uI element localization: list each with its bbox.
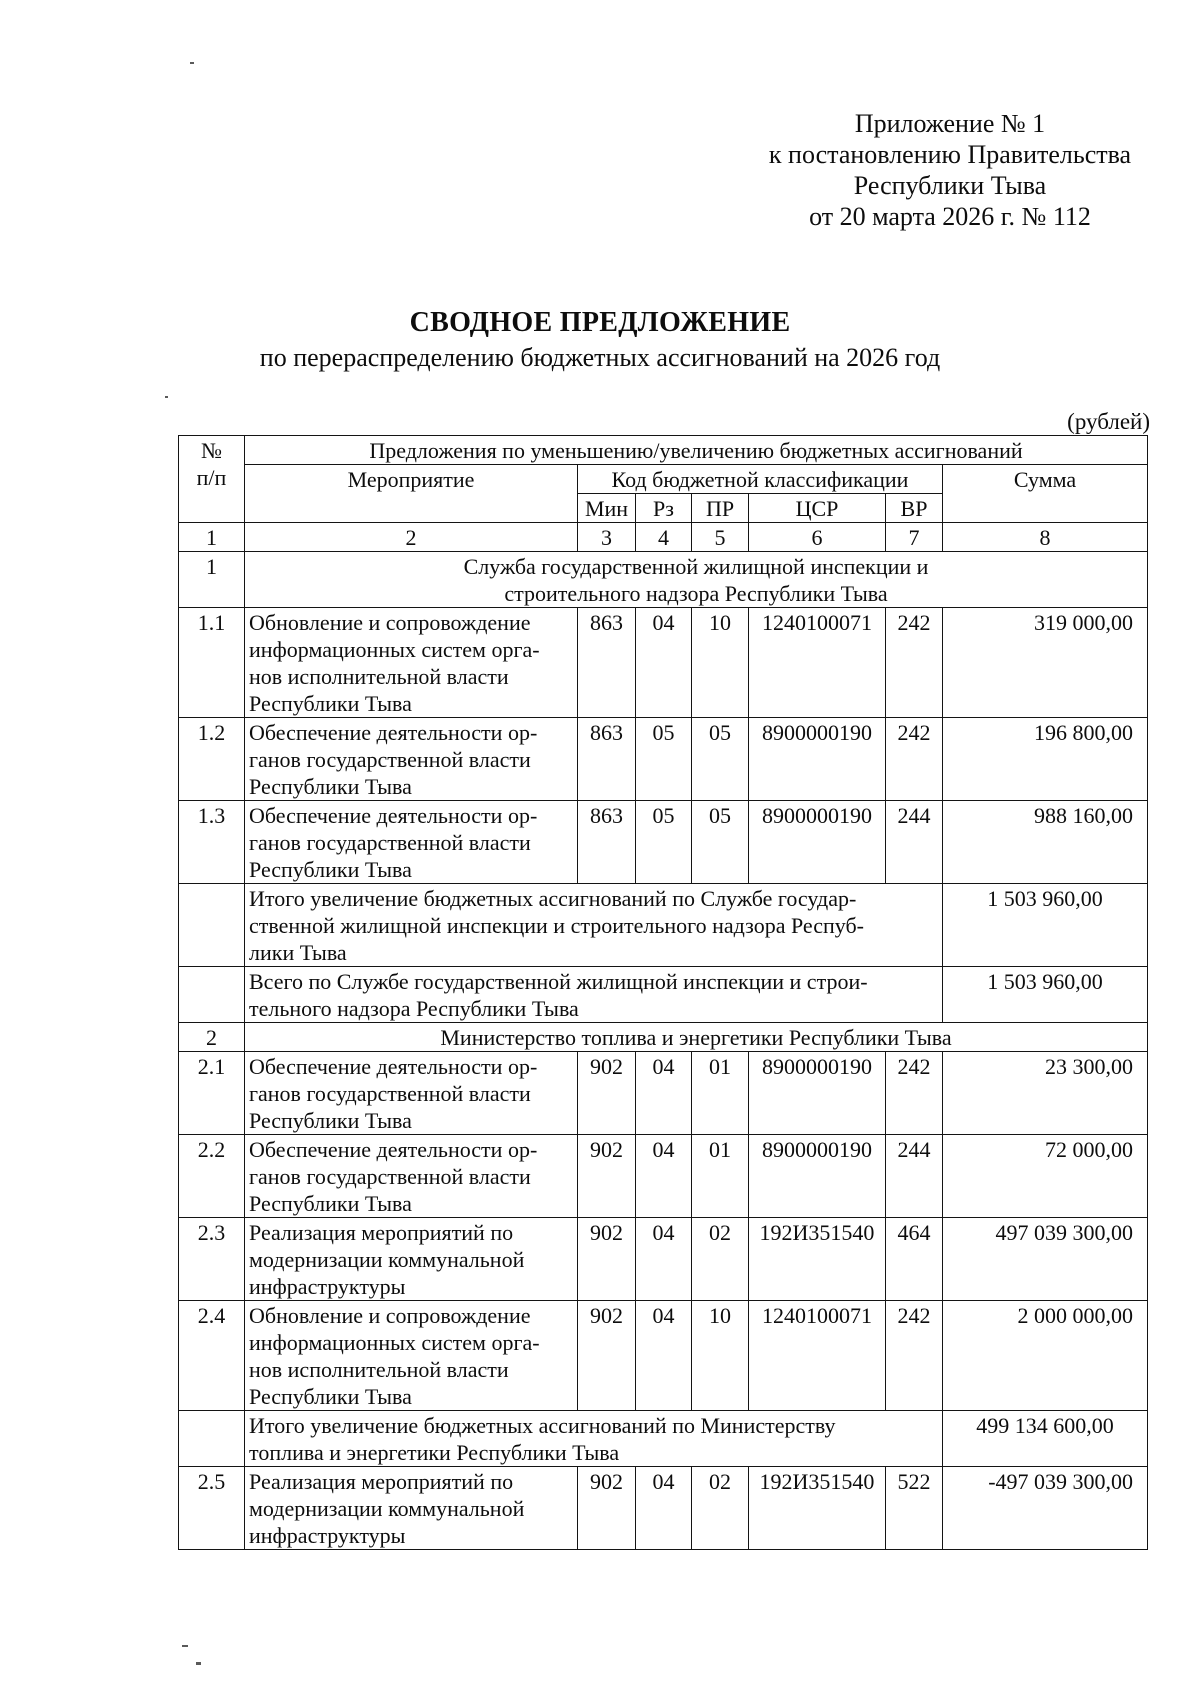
rz-cell: 05 xyxy=(636,718,692,801)
vr-cell: 242 xyxy=(886,608,943,718)
header-pr: ПР xyxy=(692,494,749,523)
appendix-line-1: Приложение № 1 xyxy=(854,109,1046,138)
pr-cell: 02 xyxy=(692,1467,749,1550)
sum-cell: 497 039 300,00 xyxy=(943,1218,1148,1301)
column-number: 1 xyxy=(179,523,245,552)
appendix-line-3: Республики Тыва xyxy=(853,171,1047,200)
scan-speck xyxy=(165,396,168,398)
event-cell: Обновление и сопровождение информационных систем орга- нов исполнительной власти Республики Тыва xyxy=(245,1301,578,1411)
column-number: 3 xyxy=(578,523,636,552)
vr-cell: 244 xyxy=(886,801,943,884)
csr-cell: 1240100071 xyxy=(749,608,886,718)
row-number: 1 xyxy=(179,552,245,608)
budget-table-body xyxy=(179,552,1148,1550)
pr-cell: 05 xyxy=(692,718,749,801)
table-row xyxy=(179,608,1148,718)
row-number: 2.3 xyxy=(179,1218,245,1301)
vr-cell: 464 xyxy=(886,1218,943,1301)
appendix-header xyxy=(745,108,1155,232)
column-number-row xyxy=(179,523,1148,552)
row-number xyxy=(179,884,245,967)
table-row xyxy=(179,1135,1148,1218)
min-cell: 863 xyxy=(578,608,636,718)
total-label: Итого увеличение бюджетных ассигнований по Министерству топлива и энергетики Республики Тыва xyxy=(245,1411,943,1467)
row-number: 2 xyxy=(179,1023,245,1052)
column-number: 6 xyxy=(749,523,886,552)
rz-cell: 04 xyxy=(636,608,692,718)
document-subtitle: по перераспределению бюджетных ассигнований на 2026 год xyxy=(259,343,941,372)
section-row xyxy=(179,1023,1148,1052)
vr-cell: 522 xyxy=(886,1467,943,1550)
row-number xyxy=(179,1411,245,1467)
event-cell: Обеспечение деятельности ор- ганов государственной власти Республики Тыва xyxy=(245,718,578,801)
table-row xyxy=(179,718,1148,801)
sum-cell: 196 800,00 xyxy=(943,718,1148,801)
section-title: Министерство топлива и энергетики Республики Тыва xyxy=(245,1023,1148,1052)
column-number: 4 xyxy=(636,523,692,552)
document-title: СВОДНОЕ ПРЕДЛОЖЕНИЕ xyxy=(409,307,791,338)
event-cell: Обеспечение деятельности ор- ганов государственной власти Республики Тыва xyxy=(245,801,578,884)
total-row xyxy=(179,967,1148,1023)
sum-cell: -497 039 300,00 xyxy=(943,1467,1148,1550)
header-csr: ЦСР xyxy=(749,494,886,523)
rz-cell: 04 xyxy=(636,1135,692,1218)
min-cell: 902 xyxy=(578,1135,636,1218)
vr-cell: 242 xyxy=(886,1052,943,1135)
event-cell: Реализация мероприятий по модернизации коммунальной инфраструктуры xyxy=(245,1218,578,1301)
header-num: № п/п xyxy=(179,436,245,523)
csr-cell: 8900000190 xyxy=(749,801,886,884)
column-number: 2 xyxy=(245,523,578,552)
row-number: 2.4 xyxy=(179,1301,245,1411)
rz-cell: 04 xyxy=(636,1052,692,1135)
column-number: 8 xyxy=(943,523,1148,552)
csr-cell: 8900000190 xyxy=(749,1135,886,1218)
vr-cell: 244 xyxy=(886,1135,943,1218)
header-group: Предложения по уменьшению/увеличению бюджетных ассигнований xyxy=(245,436,1148,465)
min-cell: 902 xyxy=(578,1301,636,1411)
header-row-group xyxy=(179,436,1148,465)
column-number: 5 xyxy=(692,523,749,552)
total-sum: 499 134 600,00 xyxy=(943,1411,1148,1467)
sum-cell: 23 300,00 xyxy=(943,1052,1148,1135)
units-label: (рублей) xyxy=(1067,409,1150,434)
pr-cell: 01 xyxy=(692,1135,749,1218)
min-cell: 863 xyxy=(578,718,636,801)
csr-cell: 192И351540 xyxy=(749,1467,886,1550)
table-row xyxy=(179,1052,1148,1135)
min-cell: 902 xyxy=(578,1467,636,1550)
total-row xyxy=(179,1411,1148,1467)
rz-cell: 04 xyxy=(636,1301,692,1411)
scan-speck xyxy=(182,1645,188,1647)
event-cell: Обеспечение деятельности ор- ганов государственной власти Республики Тыва xyxy=(245,1135,578,1218)
row-number: 1.2 xyxy=(179,718,245,801)
row-number: 2.2 xyxy=(179,1135,245,1218)
sum-cell: 988 160,00 xyxy=(943,801,1148,884)
csr-cell: 1240100071 xyxy=(749,1301,886,1411)
column-number: 7 xyxy=(886,523,943,552)
scan-speck xyxy=(190,62,194,64)
csr-cell: 8900000190 xyxy=(749,718,886,801)
header-kbk: Код бюджетной классификации xyxy=(578,465,943,494)
pr-cell: 02 xyxy=(692,1218,749,1301)
table-row xyxy=(179,1218,1148,1301)
event-cell: Обеспечение деятельности ор- ганов государственной власти Республики Тыва xyxy=(245,1052,578,1135)
event-cell: Обновление и сопровождение информационных систем орга- нов исполнительной власти Республики Тыва xyxy=(245,608,578,718)
total-sum: 1 503 960,00 xyxy=(943,967,1148,1023)
total-sum: 1 503 960,00 xyxy=(943,884,1148,967)
vr-cell: 242 xyxy=(886,718,943,801)
min-cell: 902 xyxy=(578,1052,636,1135)
table-row xyxy=(179,1301,1148,1411)
rz-cell: 04 xyxy=(636,1218,692,1301)
budget-table xyxy=(178,435,1148,1550)
table-row xyxy=(179,801,1148,884)
sum-cell: 319 000,00 xyxy=(943,608,1148,718)
sum-cell: 2 000 000,00 xyxy=(943,1301,1148,1411)
appendix-line-4: от 20 марта 2026 г. № 112 xyxy=(809,202,1091,231)
header-rz: Рз xyxy=(636,494,692,523)
row-number xyxy=(179,967,245,1023)
event-cell: Реализация мероприятий по модернизации коммунальной инфраструктуры xyxy=(245,1467,578,1550)
header-sum: Сумма xyxy=(943,465,1148,523)
sum-cell: 72 000,00 xyxy=(943,1135,1148,1218)
table-row xyxy=(179,1467,1148,1550)
rz-cell: 05 xyxy=(636,801,692,884)
row-number: 2.1 xyxy=(179,1052,245,1135)
total-label: Всего по Службе государственной жилищной инспекции и строи- тельного надзора Республики Тыва xyxy=(245,967,943,1023)
header-event: Мероприятие xyxy=(245,465,578,523)
section-row xyxy=(179,552,1148,608)
row-number: 1.1 xyxy=(179,608,245,718)
scan-speck xyxy=(196,1662,201,1665)
min-cell: 863 xyxy=(578,801,636,884)
vr-cell: 242 xyxy=(886,1301,943,1411)
min-cell: 902 xyxy=(578,1218,636,1301)
header-vr: ВР xyxy=(886,494,943,523)
total-label: Итого увеличение бюджетных ассигнований по Службе государ- ственной жилищной инспекции и строительного надзора Респуб- лики Тыва xyxy=(245,884,943,967)
appendix-line-2: к постановлению Правительства xyxy=(768,140,1132,169)
header-row-main xyxy=(179,465,1148,494)
row-number: 1.3 xyxy=(179,801,245,884)
header-min: Мин xyxy=(578,494,636,523)
section-title: Служба государственной жилищной инспекции и строительного надзора Республики Тыва xyxy=(245,552,1148,608)
pr-cell: 05 xyxy=(692,801,749,884)
rz-cell: 04 xyxy=(636,1467,692,1550)
pr-cell: 01 xyxy=(692,1052,749,1135)
pr-cell: 10 xyxy=(692,1301,749,1411)
csr-cell: 8900000190 xyxy=(749,1052,886,1135)
csr-cell: 192И351540 xyxy=(749,1218,886,1301)
pr-cell: 10 xyxy=(692,608,749,718)
row-number: 2.5 xyxy=(179,1467,245,1550)
total-row xyxy=(179,884,1148,967)
